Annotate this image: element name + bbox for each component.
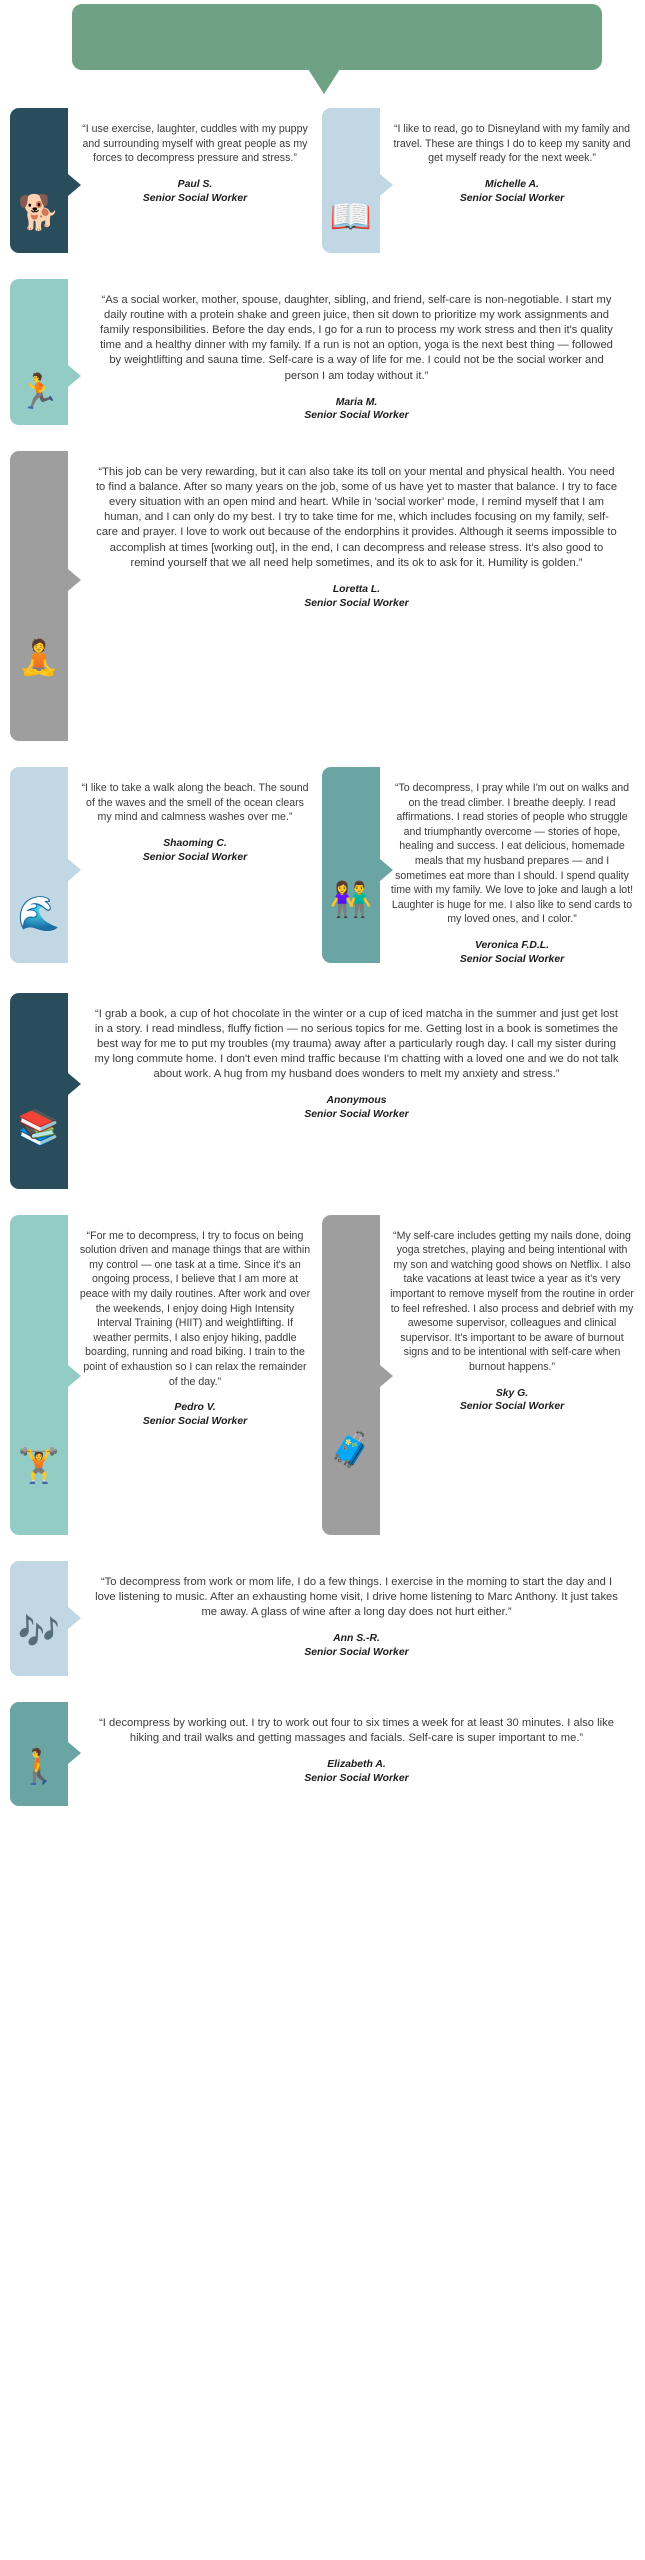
author-name: Maria M.: [335, 396, 378, 408]
author-role: Senior Social Worker: [459, 1401, 565, 1413]
open-book-icon: 📖: [329, 198, 373, 236]
testimonial-row-3: [0, 451, 645, 741]
testimonial-card-shaoming-c: [0, 767, 322, 967]
author-role: Senior Social Worker: [304, 1108, 409, 1120]
accent-panel: [322, 767, 380, 963]
header-banner: [0, 0, 645, 108]
author-role: Senior Social Worker: [304, 597, 409, 609]
author-name: Shaoming C.: [163, 837, 227, 849]
row-divider: [0, 741, 645, 767]
music-notes-icon: 🎶: [17, 1612, 61, 1651]
banner-shape: [72, 4, 602, 70]
bottom-spacer: [0, 1806, 645, 1846]
author-role: Senior Social Worker: [459, 192, 565, 204]
accent-panel: [10, 108, 68, 253]
testimonial-row-8: [0, 1702, 645, 1806]
quote-text: “To decompress from work or mom life, I do a few things. I exercise in the morning to start the day and I love listening to music. After an exhausting home visit, I drive home listening to Marc Anthony. It just takes me away. A glass of wine after a long day does not hurt either.”: [95, 1575, 618, 1618]
accent-panel: [10, 1702, 68, 1806]
accent-panel: [10, 279, 68, 425]
ocean-wave-icon: 🌊: [17, 895, 61, 933]
testimonial-row-1: [0, 108, 645, 253]
row-divider: [0, 1189, 645, 1215]
testimonial-card-veronica-fdl: [322, 767, 644, 967]
quote-text: “To decompress, I pray while I'm out on walks and on the tread climber. I breathe deeply. I read affirmations. I read stories of people who struggle and triumphantly overcome — stories of hope, healing and success. I eat delicious, homemade meals that my husband prepares — and I sometimes eat more than I should. I spend quality time with my family. We love to joke and laugh a lot! Laughter is huge for me. I also like to send cards to my loved ones, and I color.”: [390, 782, 634, 926]
author-role: Senior Social Worker: [459, 953, 565, 965]
accent-panel: [10, 1561, 68, 1676]
banner-pointer: [308, 69, 340, 94]
author-name: Veronica F.D.L.: [474, 940, 550, 952]
author-role: Senior Social Worker: [142, 851, 248, 863]
testimonial-row-6: [0, 1215, 645, 1535]
quote-text: “My self-care includes getting my nails done, doing yoga stretches, playing and being intentional with my son and watching good shows on Netflix. I also take vacations at least twice a year as it's very important to remove myself from the routine in order to feel refreshed. I also process and debrief with my awesome supervisor, colleagues and clinical supervisor. It's important to be aware of burnout signs and to be intentional with self-care when burnout happens.”: [390, 1229, 634, 1374]
accent-panel: [322, 108, 380, 253]
author-role: Senior Social Worker: [142, 1416, 248, 1427]
testimonial-card-ann-s-r: [0, 1561, 645, 1676]
testimonial-card-paul-s: [0, 108, 322, 253]
yoga-pose-icon: 🧘: [17, 639, 61, 677]
accent-panel: [10, 767, 68, 963]
author-role: Senior Social Worker: [304, 410, 409, 422]
accent-panel: [10, 451, 68, 741]
testimonial-row-7: [0, 1561, 645, 1676]
author-name: Loretta L.: [332, 583, 381, 595]
quote-text: “As a social worker, mother, spouse, daughter, sibling, and friend, self-care is non-negotiable. I start my daily routine with a protein shake and green juice, then sit down to prioritize my work assignments and family responsibilities. Before the day ends, I go for a run to process my work stress and then it's quality time and a healthy dinner with my family. If a run is not an option, yoga is the next best thing — followed by weightlifting and sauna time. Self-care is a way of life for me. I could not be the social worker and person I am today without it.”: [100, 294, 613, 382]
testimonial-card-michelle-a: [322, 108, 644, 253]
accent-panel: [10, 1215, 68, 1535]
quote-text: “I like to take a walk along the beach. The sound of the waves and the smell of the ocean clears my mind and calmness washes over me.”: [81, 782, 309, 824]
accent-panel: [322, 1215, 380, 1535]
author-name: Ann S.-R.: [333, 1632, 380, 1644]
couple-walking-icon: 👫: [329, 881, 373, 919]
quote-text: “I decompress by working out. I try to work out four to six times a week for at least 30 minutes. I also like hiking and trail walks and getting massages and facials. Self-care is super important to me.”: [99, 1716, 614, 1744]
testimonial-card-maria-m: [0, 279, 645, 425]
author-role: Senior Social Worker: [304, 1646, 409, 1658]
testimonial-card-loretta-l: [0, 451, 645, 741]
author-role: Senior Social Worker: [304, 1772, 409, 1784]
testimonial-card-elizabeth-a: [0, 1702, 645, 1806]
testimonial-card-sky-g: [322, 1215, 644, 1535]
author-name: Anonymous: [326, 1095, 387, 1107]
row-divider: [0, 967, 645, 993]
row-divider: [0, 425, 645, 451]
testimonial-row-4: [0, 767, 645, 967]
runner-icon: 🏃: [17, 373, 61, 411]
suitcase-icon: 🧳: [329, 1430, 373, 1469]
accent-panel: [10, 993, 68, 1189]
quote-text: “I use exercise, laughter, cuddles with my puppy and surrounding myself with great people as my forces to decompress pressure and stress.”: [82, 123, 308, 165]
testimonial-row-2: [0, 279, 645, 425]
stacked-books-icon: 📚: [17, 1108, 61, 1147]
author-name: Paul S.: [177, 178, 213, 190]
testimonial-row-5: [0, 993, 645, 1189]
author-role: Senior Social Worker: [142, 192, 248, 204]
dog-icon: 🐕: [17, 194, 61, 232]
testimonial-card-pedro-v: [0, 1215, 322, 1535]
quote-text: “I like to read, go to Disneyland with my family and travel. These are things I do to keep my sanity and get myself ready for the next week.”: [393, 123, 631, 165]
row-divider: [0, 1535, 645, 1561]
author-name: Pedro V.: [174, 1402, 216, 1414]
weightlifter-icon: 🏋: [17, 1446, 61, 1485]
testimonial-card-anonymous: [0, 993, 645, 1189]
author-name: Sky G.: [495, 1387, 529, 1399]
quote-text: “For me to decompress, I try to focus on being solution driven and manage things that are within my control — one task at a time. Since it's an ongoing process, I believe that I am more at peace with my daily routines. After work and over the weekends, I enjoy doing High Intensity Interval Training (HIIT) and weightlifting. If weather permits, I also enjoy hiking, paddle boarding, running and road biking. I train to the point of exhaustion so I can relax the remainder of the day.”: [79, 1229, 311, 1388]
author-name: Elizabeth A.: [327, 1758, 386, 1770]
hiker-icon: 🚶: [17, 1747, 61, 1786]
row-divider: [0, 1676, 645, 1702]
row-divider: [0, 253, 645, 279]
author-name: Michelle A.: [485, 178, 539, 190]
quote-text: “This job can be very rewarding, but it can also take its toll on your mental and physical health. You need to find a balance. After so many years on the job, some of us have yet to master that balance. I try to face every situation with an open mind and heart. While in 'social worker' mode, I remind myself that I am human, and I can only do my best. I try to take time for me, which includes focusing on my family, self-care and prayer. I love to work out because of the endorphins it provides. Although it seems impossible to accomplish at times [working out], in the end, I can decompress and release stress. It's also good to remind yourself that we all need help sometimes, and its ok to ask for it. Humility is golden.”: [95, 466, 618, 569]
quote-text: “I grab a book, a cup of hot chocolate in the winter or a cup of iced matcha in the summer and just get lost in a story. I read mindless, fluffy fiction — no serious topics for me. Getting lost in a book is sometimes the best way for me to put my troubles (my trauma) away after a particularly rough day. I call my sister during my long commute home. I don't even mind traffic because I'm chatting with a loved one and we do not talk about work. A hug from my husband does wonders to melt my anxiety and stress.”: [94, 1007, 619, 1080]
